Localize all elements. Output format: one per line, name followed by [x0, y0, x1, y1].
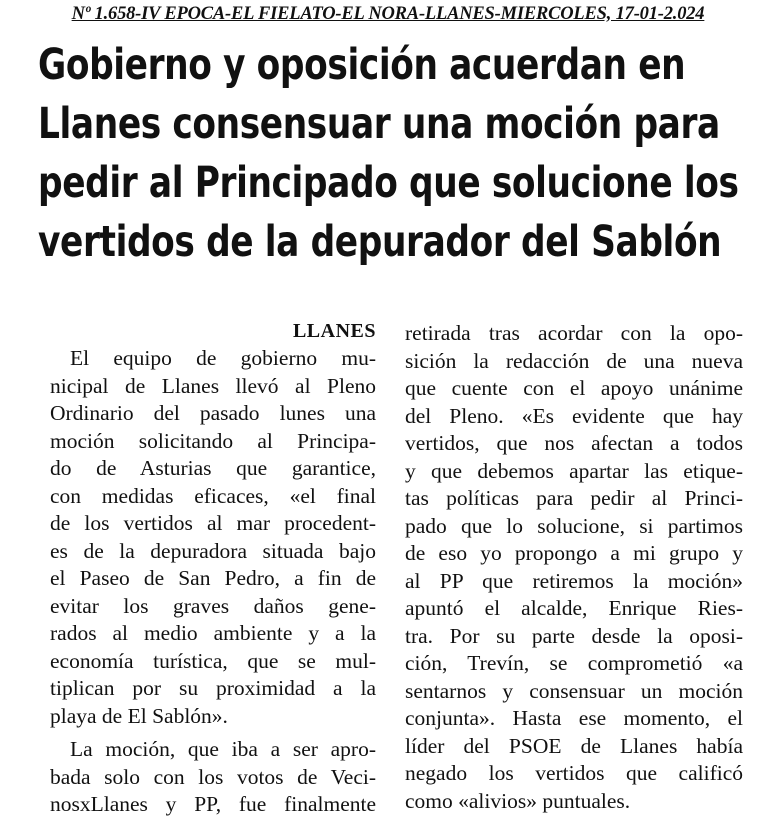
headline-line: Gobierno y oposición acuerdan en: [38, 40, 686, 90]
paragraph-line: rados al medio ambiente y a la: [50, 621, 376, 645]
byline: LLANES: [292, 320, 376, 342]
masthead: Nº 1.658-IV EPOCA-EL FIELATO-EL NORA-LLANES-MIERCOLES, 17-01-2.024: [71, 4, 705, 24]
paragraph-line: do de Asturias que garantice,: [50, 456, 376, 480]
paragraph-line: playa de El Sablón».: [50, 703, 228, 728]
article-column-left: [50, 318, 376, 819]
paragraph-line: apuntó el alcalde, Enrique Ries-: [405, 596, 743, 620]
paragraph-line: de eso yo propongo a mi grupo y: [405, 541, 743, 565]
paragraph-line: nicipal de Llanes llevó al Pleno: [50, 373, 376, 398]
paragraph-line: ción, Trevín, se comprometió «a: [405, 651, 743, 675]
paragraph-line: moción solicitando al Principa-: [50, 428, 376, 453]
paragraph-line: nosxLlanes y PP, fue finalmente: [50, 792, 376, 816]
paragraph-line: conjunta». Hasta ese momento, el: [405, 706, 743, 730]
paragraph-line: Ordinario del pasado lunes una: [50, 401, 376, 425]
paragraph-line: negado los vertidos que calificó: [405, 761, 743, 785]
paragraph-line: de los vertidos al mar procedent-: [50, 511, 376, 535]
paragraph-line: evitar los graves daños gene-: [50, 593, 376, 618]
paragraph-line: economía turística, que se mul-: [50, 648, 376, 673]
paragraph-line: del Pleno. «Es evidente que hay: [405, 403, 743, 428]
paragraph-line: como «alivios» puntuales.: [405, 788, 631, 813]
paragraph-line: pado que lo solucione, si partimos: [405, 513, 743, 538]
headline: [38, 36, 758, 272]
paragraph-line: al PP que retiremos la moción»: [405, 568, 743, 593]
paragraph-line: vertidos, que nos afectan a todos: [405, 431, 743, 455]
paragraph-line: el Paseo de San Pedro, a fin de: [50, 566, 376, 590]
paragraph-line: sición la redacción de una nueva: [405, 348, 743, 373]
paragraph-line: tas políticas para pedir al Princi-: [405, 486, 743, 510]
headline-line: Llanes consensuar una moción para: [38, 99, 720, 149]
paragraph-line: bada solo con los votos de Veci-: [50, 764, 376, 789]
paragraph-line: es de la depuradora situada bajo: [50, 538, 376, 563]
headline-line: vertidos de la depurador del Sablón: [38, 217, 722, 267]
headline-line: pedir al Principado que solucione los: [38, 158, 739, 208]
paragraph-line: retirada tras acordar con la opo-: [405, 321, 743, 345]
paragraph-line: con medidas eficaces, «el final: [50, 483, 376, 508]
paragraph-line: y que debemos apartar las etique-: [405, 458, 743, 483]
paragraph-line: El equipo de gobierno mu-: [70, 346, 376, 370]
paragraph-line: tra. Por su parte desde la oposi-: [405, 623, 743, 648]
paragraph-line: La moción, que iba a ser apro-: [70, 737, 376, 761]
paragraph-line: que cuente con el apoyo unánime: [405, 376, 743, 400]
paragraph-line: sentarnos y consensuar un moción: [405, 678, 743, 703]
paragraph-line: tiplican por su proximidad a la: [50, 676, 376, 700]
paragraph-line: líder del PSOE de Llanes había: [405, 733, 743, 758]
article-column-right: [405, 320, 743, 815]
